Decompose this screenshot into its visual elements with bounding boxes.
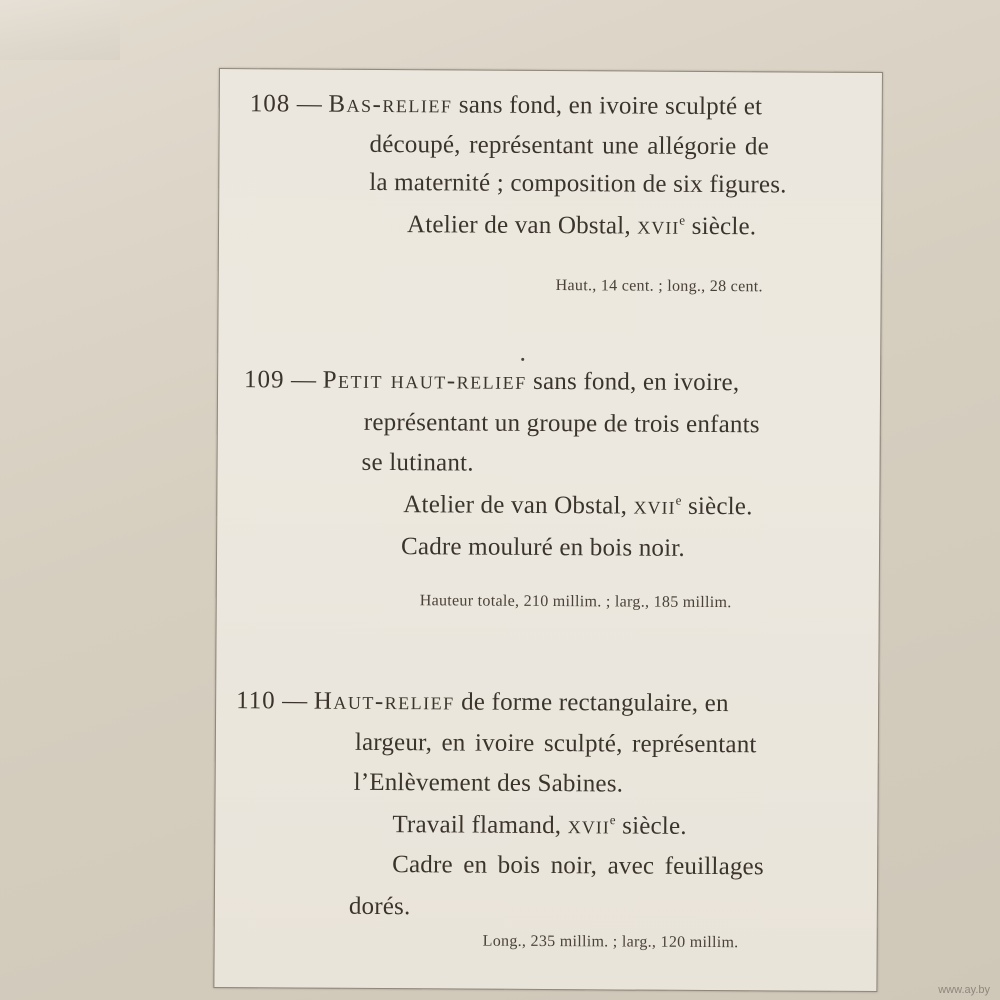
entry-title: Petit haut-relief	[322, 366, 527, 395]
entry-description-line-3: se lutinant.	[361, 448, 474, 477]
site-watermark: www.ay.by	[938, 984, 990, 996]
entry-dimensions: Hauteur totale, 210 millim. ; larg., 185 millim.	[419, 592, 732, 612]
century-word: siècle.	[622, 812, 687, 840]
entry-description-line-1: sans fond, en ivoire sculpté et	[458, 91, 763, 121]
entry-description-line-1: sans fond, en ivoire,	[533, 367, 740, 397]
century-superscript: e	[675, 492, 682, 508]
entry-dash: —	[290, 366, 317, 394]
century-numeral: xvii	[633, 492, 676, 520]
catalogue-page	[213, 68, 883, 992]
entry-dash: —	[282, 687, 308, 715]
entry-description-line-2: découpé, représentant une allégorie de	[369, 130, 770, 161]
entry-heading	[244, 365, 739, 398]
entry-description-line-2: représentant un groupe de trois enfants	[363, 408, 760, 439]
entry-number: 108	[249, 90, 291, 118]
entry-description-line-1: de forme rectangulaire, en	[461, 688, 729, 718]
entry-description-line-3: l’Enlèvement des Sabines.	[353, 768, 624, 798]
entry-frame: Cadre mouluré en bois noir.	[400, 533, 685, 562]
entry-frame-continued: dorés.	[348, 892, 411, 921]
century-numeral: xvii	[567, 812, 610, 840]
entry-dash: —	[296, 90, 323, 118]
entry-attribution	[392, 810, 687, 842]
entry-number: 109	[244, 366, 285, 394]
entry-title: Bas-relief	[328, 90, 453, 119]
entry-dimensions: Long., 235 millim. ; larg., 120 millim.	[482, 932, 739, 952]
entry-description-line-3: la maternité ; composition de six figures.	[369, 168, 787, 199]
entry-description-line-2: largeur, en ivoire sculpté, représentant	[354, 728, 757, 759]
entry-number: 110	[236, 687, 276, 715]
century-numeral: xvii	[637, 212, 680, 240]
century-superscript: e	[609, 812, 616, 828]
ink-speck	[521, 358, 524, 361]
entry-heading	[250, 89, 763, 122]
century-word: siècle.	[687, 492, 753, 521]
board-crease	[0, 0, 120, 60]
entry-attribution	[403, 490, 752, 522]
entry-heading	[236, 686, 729, 719]
entry-frame: Cadre en bois noir, avec feuillages	[392, 851, 764, 881]
century-word: siècle.	[691, 212, 757, 241]
attribution-text: Atelier de van Obstal,	[403, 491, 628, 520]
entry-title: Haut-relief	[313, 687, 455, 716]
century-superscript: e	[679, 212, 686, 228]
attribution-text: Atelier de van Obstal,	[406, 211, 631, 240]
attribution-text: Travail flamand,	[392, 811, 562, 840]
entry-dimensions: Haut., 14 cent. ; long., 28 cent.	[555, 277, 763, 296]
entry-attribution	[407, 210, 756, 242]
